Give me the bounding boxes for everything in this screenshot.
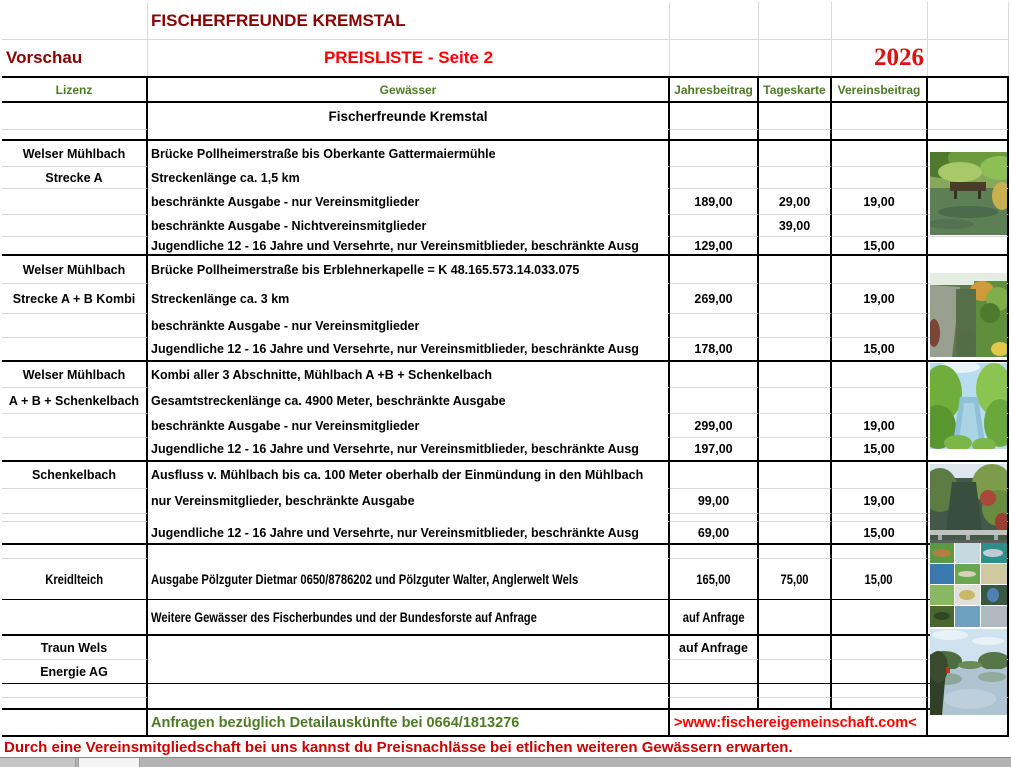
table-row bbox=[2, 710, 1011, 737]
cell-vereinsbeitrag[interactable] bbox=[832, 215, 928, 237]
cell-tageskarte[interactable] bbox=[759, 237, 832, 256]
cell-tageskarte[interactable] bbox=[759, 514, 832, 522]
cell-vereinsbeitrag[interactable] bbox=[832, 388, 928, 414]
cell-lizenz[interactable]: Traun Wels bbox=[2, 636, 148, 660]
column-header-lizenz[interactable]: Lizenz bbox=[2, 76, 148, 103]
cell-vereinsbeitrag[interactable]: 19,00 bbox=[832, 489, 928, 514]
cell-tageskarte[interactable] bbox=[759, 462, 832, 489]
table-row bbox=[2, 189, 1011, 215]
cell-vereinsbeitrag[interactable] bbox=[832, 314, 928, 338]
cell-gewaesser[interactable] bbox=[148, 600, 670, 636]
cell-jahresbeitrag[interactable] bbox=[670, 167, 759, 189]
cell-vereinsbeitrag[interactable]: 15,00 bbox=[832, 338, 928, 362]
cell-tageskarte[interactable] bbox=[759, 141, 832, 167]
cell-lizenz[interactable] bbox=[2, 514, 148, 522]
cell-jahresbeitrag[interactable] bbox=[670, 559, 759, 600]
cell-jahresbeitrag[interactable] bbox=[670, 600, 759, 636]
table-row bbox=[2, 559, 1011, 600]
cell-tageskarte[interactable]: 29,00 bbox=[759, 189, 832, 215]
column-header-photo[interactable] bbox=[928, 76, 1009, 103]
cell-tageskarte[interactable] bbox=[759, 130, 832, 141]
cell-gewaesser[interactable]: nur Vereinsmitglieder, beschränkte Ausgabe bbox=[148, 489, 670, 514]
cell-empty[interactable] bbox=[759, 2, 832, 40]
cell-tageskarte[interactable] bbox=[759, 636, 832, 660]
page-title[interactable]: FISCHERFREUNDE KREMSTAL bbox=[148, 2, 670, 40]
cell-tageskarte[interactable] bbox=[759, 388, 832, 414]
column-header-jahresbeitrag[interactable]: Jahresbeitrag bbox=[670, 76, 759, 103]
cell-jahresbeitrag[interactable]: 299,00 bbox=[670, 414, 759, 438]
cell-lizenz[interactable] bbox=[2, 698, 148, 710]
cell-gewaesser[interactable]: beschränkte Ausgabe - nur Vereinsmitglieder bbox=[148, 189, 670, 215]
cell-lizenz[interactable]: Energie AG bbox=[2, 660, 148, 684]
subtitle-row bbox=[2, 40, 1011, 76]
cell-gewaesser[interactable]: Jugendliche 12 - 16 Jahre und Versehrte, nur Vereinsmitblieder, beschränkte Ausg bbox=[148, 237, 670, 256]
cell-vereinsbeitrag[interactable]: 19,00 bbox=[832, 284, 928, 314]
column-header-vereinsbeitrag[interactable]: Vereinsbeitrag bbox=[832, 76, 928, 103]
cell-gewaesser[interactable]: beschränkte Ausgabe - nur Vereinsmitglieder bbox=[148, 314, 670, 338]
cell-jahresbeitrag[interactable] bbox=[670, 684, 759, 698]
table-row bbox=[2, 660, 1011, 684]
cell-text: 75,00 bbox=[780, 571, 809, 587]
cell-gewaesser[interactable]: Streckenlänge ca. 3 km bbox=[148, 284, 670, 314]
cell-jahresbeitrag[interactable] bbox=[670, 215, 759, 237]
cell-gewaesser[interactable]: Jugendliche 12 - 16 Jahre und Versehrte, nur Vereinsmitblieder, beschränkte Ausg bbox=[148, 438, 670, 462]
cell-photo[interactable] bbox=[928, 237, 1009, 256]
sheet-tab[interactable] bbox=[0, 758, 76, 767]
traun-lake-photo bbox=[930, 629, 1007, 715]
cell-gewaesser[interactable]: Gesamtstreckenlänge ca. 4900 Meter, beschränkte Ausgabe bbox=[148, 388, 670, 414]
cell-jahresbeitrag[interactable] bbox=[670, 314, 759, 338]
cell-vereinsbeitrag[interactable] bbox=[832, 103, 928, 130]
preview-label[interactable]: Vorschau bbox=[2, 40, 148, 76]
cell-vereinsbeitrag[interactable] bbox=[832, 141, 928, 167]
table-row bbox=[2, 130, 1011, 141]
cell-gewaesser[interactable]: Ausfluss v. Mühlbach bis ca. 100 Meter oberhalb der Einmündung in den Mühlbach bbox=[148, 462, 670, 489]
cell-vereinsbeitrag[interactable] bbox=[832, 362, 928, 388]
cell-tageskarte[interactable] bbox=[759, 338, 832, 362]
muehlbach-kombi-photo bbox=[930, 273, 1007, 357]
cell-lizenz[interactable] bbox=[2, 710, 148, 737]
cell-jahresbeitrag[interactable]: 69,00 bbox=[670, 522, 759, 545]
column-header-tageskarte[interactable]: Tageskarte bbox=[759, 76, 832, 103]
footer-contact[interactable] bbox=[148, 710, 670, 737]
header-row bbox=[2, 76, 1011, 103]
cell-lizenz[interactable]: A + B + Schenkelbach bbox=[2, 388, 148, 414]
table-row bbox=[2, 462, 1011, 489]
cell-jahresbeitrag[interactable]: 197,00 bbox=[670, 438, 759, 462]
cell-lizenz[interactable] bbox=[2, 103, 148, 130]
cell-jahresbeitrag[interactable] bbox=[670, 545, 759, 559]
table-row bbox=[2, 362, 1011, 388]
cell-vereinsbeitrag[interactable]: 15,00 bbox=[832, 237, 928, 256]
table-body bbox=[2, 103, 1011, 737]
cell-jahresbeitrag[interactable] bbox=[670, 462, 759, 489]
table-row bbox=[2, 600, 1011, 636]
cell-tageskarte[interactable] bbox=[759, 284, 832, 314]
cell-tageskarte[interactable]: 39,00 bbox=[759, 215, 832, 237]
cell-lizenz[interactable] bbox=[2, 215, 148, 237]
cell-jahresbeitrag[interactable]: 99,00 bbox=[670, 489, 759, 514]
cell-tageskarte[interactable] bbox=[759, 167, 832, 189]
cell-tageskarte[interactable] bbox=[759, 600, 832, 636]
cell-jahresbeitrag[interactable] bbox=[670, 362, 759, 388]
cell-vereinsbeitrag[interactable] bbox=[832, 256, 928, 284]
cell-empty[interactable] bbox=[832, 2, 928, 40]
cell-empty[interactable] bbox=[759, 40, 832, 76]
cell-gewaesser[interactable]: Streckenlänge ca. 1,5 km bbox=[148, 167, 670, 189]
cell-vereinsbeitrag[interactable] bbox=[832, 545, 928, 559]
anglers-collage-photo bbox=[930, 543, 1007, 627]
title-row bbox=[2, 2, 1011, 40]
cell-gewaesser[interactable] bbox=[148, 660, 670, 684]
contact-text: Anfragen bezüglich Detailauskünfte bei 0664/1813276 bbox=[151, 714, 520, 731]
cell-gewaesser[interactable]: Fischerfreunde Kremstal bbox=[148, 103, 670, 130]
cell-jahresbeitrag[interactable] bbox=[670, 660, 759, 684]
cell-jahresbeitrag[interactable] bbox=[670, 130, 759, 141]
cell-tageskarte[interactable] bbox=[759, 522, 832, 545]
cell-tageskarte[interactable] bbox=[759, 103, 832, 130]
active-sheet-tab[interactable] bbox=[78, 758, 140, 767]
table-row bbox=[2, 141, 1011, 167]
cell-vereinsbeitrag[interactable] bbox=[832, 684, 928, 698]
cell-gewaesser[interactable] bbox=[148, 684, 670, 698]
cell-lizenz[interactable] bbox=[2, 545, 148, 559]
table-row bbox=[2, 514, 1011, 522]
cell-gewaesser[interactable] bbox=[148, 130, 670, 141]
cell-lizenz[interactable] bbox=[2, 438, 148, 462]
cell-vereinsbeitrag[interactable] bbox=[832, 167, 928, 189]
table-row bbox=[2, 284, 1011, 314]
table-row bbox=[2, 414, 1011, 438]
cell-tageskarte[interactable] bbox=[759, 698, 832, 710]
cell-tageskarte[interactable] bbox=[759, 684, 832, 698]
table-row bbox=[2, 545, 1011, 559]
cell-lizenz[interactable] bbox=[2, 414, 148, 438]
cell-vereinsbeitrag[interactable] bbox=[832, 559, 928, 600]
cell-gewaesser[interactable]: Brücke Pollheimerstraße bis Oberkante Gattermaiermühle bbox=[148, 141, 670, 167]
cell-empty[interactable] bbox=[670, 40, 759, 76]
cell-tageskarte[interactable] bbox=[759, 414, 832, 438]
website-link[interactable]: >www:fischereigemeinschaft.com< bbox=[670, 710, 928, 737]
cell-gewaesser[interactable] bbox=[148, 636, 670, 660]
table-row bbox=[2, 237, 1011, 256]
cell-lizenz[interactable] bbox=[2, 189, 148, 215]
cell-gewaesser[interactable]: Jugendliche 12 - 16 Jahre und Versehrte, nur Vereinsmitblieder, beschränkte Ausg bbox=[148, 522, 670, 545]
table-row bbox=[2, 698, 1011, 710]
cell-lizenz[interactable] bbox=[2, 600, 148, 636]
cell-lizenz[interactable] bbox=[2, 338, 148, 362]
cell-lizenz[interactable] bbox=[2, 522, 148, 545]
table-row bbox=[2, 636, 1011, 660]
page-subtitle[interactable]: PREISLISTE - Seite 2 bbox=[148, 40, 670, 76]
cell-vereinsbeitrag[interactable] bbox=[832, 514, 928, 522]
cell-jahresbeitrag[interactable]: 269,00 bbox=[670, 284, 759, 314]
muehlbach-strecke-a-photo bbox=[930, 152, 1007, 235]
table-row bbox=[2, 338, 1011, 362]
cell-jahresbeitrag[interactable]: auf Anfrage bbox=[670, 636, 759, 660]
cell-jahresbeitrag[interactable] bbox=[670, 698, 759, 710]
cell-jahresbeitrag[interactable] bbox=[670, 141, 759, 167]
table-row bbox=[2, 167, 1011, 189]
cell-tageskarte[interactable] bbox=[759, 660, 832, 684]
cell-gewaesser[interactable] bbox=[148, 559, 670, 600]
cell-text: auf Anfrage bbox=[682, 609, 745, 625]
cell-vereinsbeitrag[interactable] bbox=[832, 600, 928, 636]
cell-empty[interactable] bbox=[670, 2, 759, 40]
cell-gewaesser[interactable] bbox=[148, 514, 670, 522]
table-row bbox=[2, 388, 1011, 414]
cell-vereinsbeitrag[interactable]: 15,00 bbox=[832, 438, 928, 462]
cell-text: 165,00 bbox=[696, 571, 731, 587]
table-row bbox=[2, 215, 1011, 237]
cell-vereinsbeitrag[interactable] bbox=[832, 462, 928, 489]
table-row bbox=[2, 256, 1011, 284]
cell-lizenz[interactable]: Schenkelbach bbox=[2, 462, 148, 489]
cell-jahresbeitrag[interactable]: 129,00 bbox=[670, 237, 759, 256]
cell-gewaesser[interactable]: Kombi aller 3 Abschnitte, Mühlbach A +B + Schenkelbach bbox=[148, 362, 670, 388]
cell-text: 15,00 bbox=[864, 571, 894, 587]
cell-lizenz[interactable]: Welser Mühlbach bbox=[2, 362, 148, 388]
cell-jahresbeitrag[interactable]: 178,00 bbox=[670, 338, 759, 362]
cell-tageskarte[interactable] bbox=[759, 314, 832, 338]
cell-lizenz[interactable] bbox=[2, 130, 148, 141]
cell-vereinsbeitrag[interactable]: 15,00 bbox=[832, 522, 928, 545]
table-row bbox=[2, 522, 1011, 545]
cell-gewaesser[interactable] bbox=[148, 698, 670, 710]
cell-tageskarte[interactable] bbox=[759, 489, 832, 514]
cell-vereinsbeitrag[interactable] bbox=[832, 130, 928, 141]
cell-tageskarte[interactable] bbox=[759, 559, 832, 600]
cell-tageskarte[interactable] bbox=[759, 438, 832, 462]
schenkelbach-kombi-photo bbox=[930, 363, 1007, 449]
table-row bbox=[2, 314, 1011, 338]
cell-lizenz[interactable] bbox=[2, 489, 148, 514]
cell-text: Weitere Gewässer des Fischerbundes und der Bundesforste auf Anfrage bbox=[151, 609, 537, 625]
column-header-gewaesser[interactable]: Gewässer bbox=[148, 76, 670, 103]
cell-jahresbeitrag[interactable] bbox=[670, 256, 759, 284]
cell-empty[interactable] bbox=[928, 2, 1009, 40]
cell-photo[interactable] bbox=[928, 130, 1009, 141]
cell-lizenz[interactable] bbox=[2, 314, 148, 338]
cell-jahresbeitrag[interactable] bbox=[670, 103, 759, 130]
cell-gewaesser[interactable] bbox=[148, 545, 670, 559]
year-label[interactable]: 2026 bbox=[832, 40, 928, 76]
cell-tageskarte[interactable] bbox=[759, 256, 832, 284]
cell-text: Kreidlteich bbox=[45, 571, 103, 587]
cell-gewaesser[interactable]: Jugendliche 12 - 16 Jahre und Versehrte, nur Vereinsmitblieder, beschränkte Ausg bbox=[148, 338, 670, 362]
spreadsheet bbox=[2, 2, 1011, 737]
cell-lizenz[interactable] bbox=[2, 684, 148, 698]
sheet-tab-strip[interactable] bbox=[0, 757, 1011, 767]
table-row bbox=[2, 438, 1011, 462]
table-row bbox=[2, 489, 1011, 514]
table-row bbox=[2, 103, 1011, 130]
cell-vereinsbeitrag[interactable]: 19,00 bbox=[832, 189, 928, 215]
cell-gewaesser[interactable]: beschränkte Ausgabe - Nichtvereinsmitglieder bbox=[148, 215, 670, 237]
cell-tageskarte[interactable] bbox=[759, 362, 832, 388]
cell-photo[interactable] bbox=[928, 103, 1009, 130]
cell-empty[interactable] bbox=[2, 2, 148, 40]
cell-empty[interactable] bbox=[928, 40, 1009, 76]
cell-lizenz[interactable]: Welser Mühlbach bbox=[2, 141, 148, 167]
cell-vereinsbeitrag[interactable] bbox=[832, 660, 928, 684]
cell-gewaesser[interactable]: Brücke Pollheimerstraße bis Erblehnerkapelle = K 48.165.573.14.033.075 bbox=[148, 256, 670, 284]
cell-vereinsbeitrag[interactable]: 19,00 bbox=[832, 414, 928, 438]
cell-lizenz[interactable] bbox=[2, 559, 148, 600]
cell-jahresbeitrag[interactable] bbox=[670, 388, 759, 414]
cell-vereinsbeitrag[interactable] bbox=[832, 636, 928, 660]
schenkelbach-photo bbox=[930, 464, 1007, 545]
cell-lizenz[interactable] bbox=[2, 237, 148, 256]
table-row bbox=[2, 684, 1011, 698]
cell-vereinsbeitrag[interactable] bbox=[832, 698, 928, 710]
cell-gewaesser[interactable]: beschränkte Ausgabe - nur Vereinsmitglieder bbox=[148, 414, 670, 438]
cell-lizenz[interactable]: Strecke A bbox=[2, 167, 148, 189]
cell-lizenz[interactable]: Welser Mühlbach bbox=[2, 256, 148, 284]
cell-text: Ausgabe Pölzguter Dietmar 0650/8786202 und Pölzguter Walter, Anglerwelt Wels bbox=[151, 571, 579, 587]
cell-tageskarte[interactable] bbox=[759, 545, 832, 559]
cell-jahresbeitrag[interactable]: 189,00 bbox=[670, 189, 759, 215]
cell-jahresbeitrag[interactable] bbox=[670, 514, 759, 522]
cell-lizenz[interactable]: Strecke A + B Kombi bbox=[2, 284, 148, 314]
membership-notice[interactable]: Durch eine Vereinsmitgliedschaft bei uns kannst du Preisnachlässe bei etlichen weiteren Gewässern erwarten. bbox=[0, 737, 1011, 757]
